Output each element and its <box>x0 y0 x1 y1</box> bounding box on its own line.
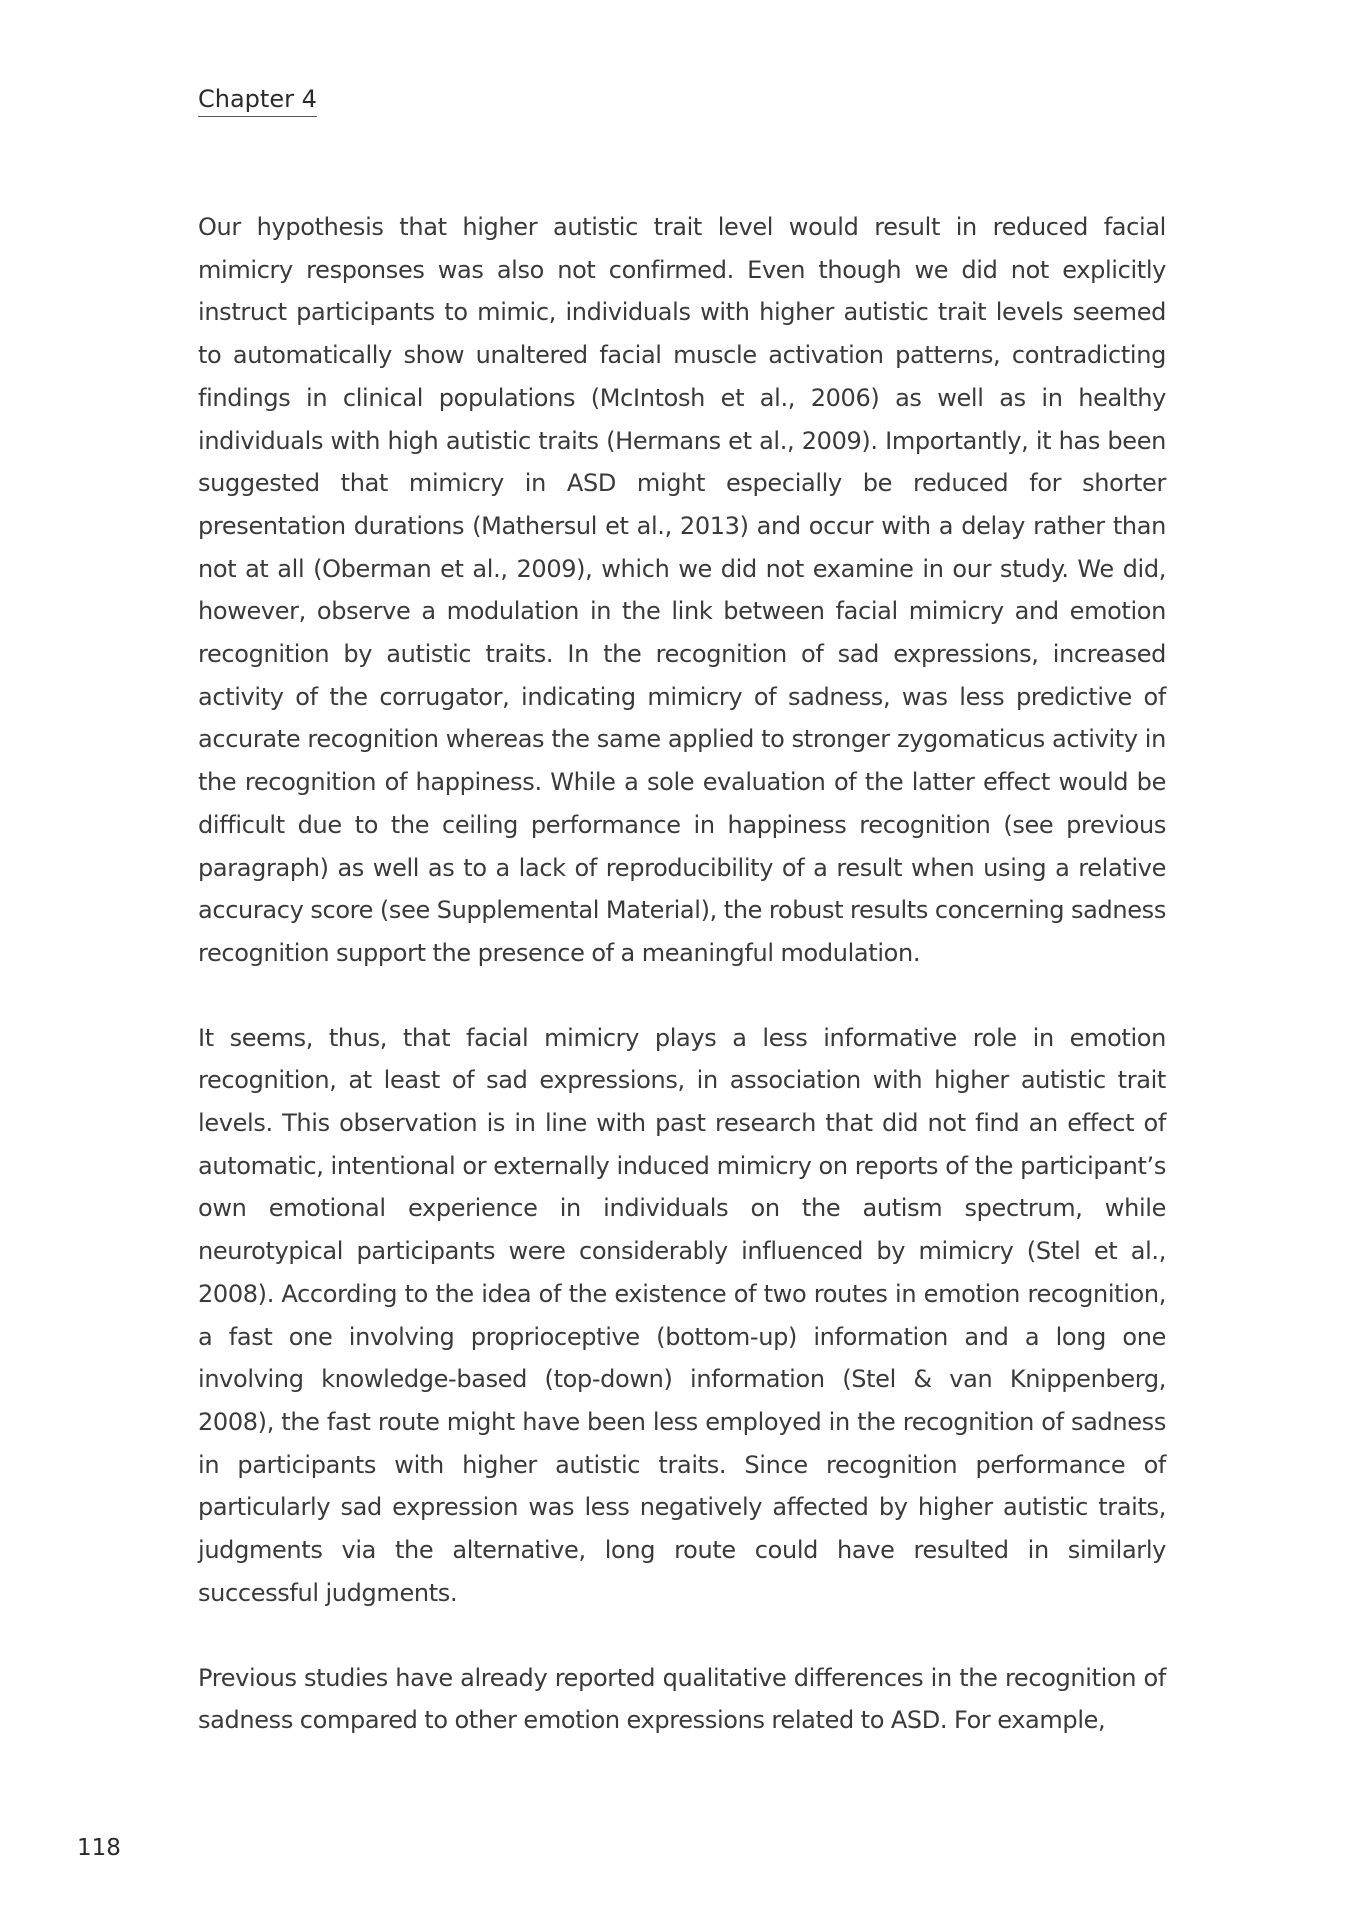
body-text <box>198 206 1166 1742</box>
paragraph-3: Previous studies have already reported qualitative differences in the recognition of sadness compared to other emotion expressions related to ASD. For example, <box>198 1663 1166 1735</box>
paragraph-1: Our hypothesis that higher autistic trait level would result in reduced facial mimicry responses was also not confirmed. Even though we did not explicitly instruct participants to mimic, individuals with higher autistic trait levels seemed to automatically show unaltered facial muscle activation patterns, contradicting findings in clinical populations (McIntosh et al., 2006) as well as in healthy individuals with high autistic traits (Hermans et al., 2009). Importantly, it has been suggested that mimicry in ASD might especially be reduced for shorter presentation durations (Mathersul et al., 2013) and occur with a delay rather than not at all (Oberman et al., 2009), which we did not examine in our study. We did, however, observe a modulation in the link between facial mimicry and emotion recognition by autistic traits. In the recognition of sad expressions, increased activity of the corrugator, indicating mimicry of sadness, was less predictive of accurate recognition whereas the same applied to stronger zygomaticus activity in the recognition of happiness. While a sole evaluation of the latter effect would be difficult due to the ceiling performance in happiness recognition (see previous paragraph) as well as to a lack of reproducibility of a result when using a relative accuracy score (see Supplemental Material), the robust results concerning sadness recognition support the presence of a meaningful modulation. <box>198 213 1166 967</box>
paragraph-2: It seems, thus, that facial mimicry plays a less informative role in emotion recognition, at least of sad expressions, in association with higher autistic trait levels. This observation is in line with past research that did not find an effect of automatic, intentional or externally induced mimicry on reports of the participant’s own emotional experience in individuals on the autism spectrum, while neurotypical participants were considerably influenced by mimicry (Stel et al., 2008). According to the idea of the existence of two routes in emotion recognition, a fast one involving proprioceptive (bottom-up) information and a long one involving knowledge-based (top-down) information (Stel & van Knippenberg, 2008), the fast route might have been less employed in the recognition of sadness in participants with higher autistic traits. Since recognition performance of particularly sad expression was less negatively affected by higher autistic traits, judgments via the alternative, long route could have resulted in similarly successful judgments. <box>198 1023 1166 1607</box>
page-number: 118 <box>77 1835 121 1861</box>
running-header-chapter: Chapter 4 <box>198 84 317 117</box>
